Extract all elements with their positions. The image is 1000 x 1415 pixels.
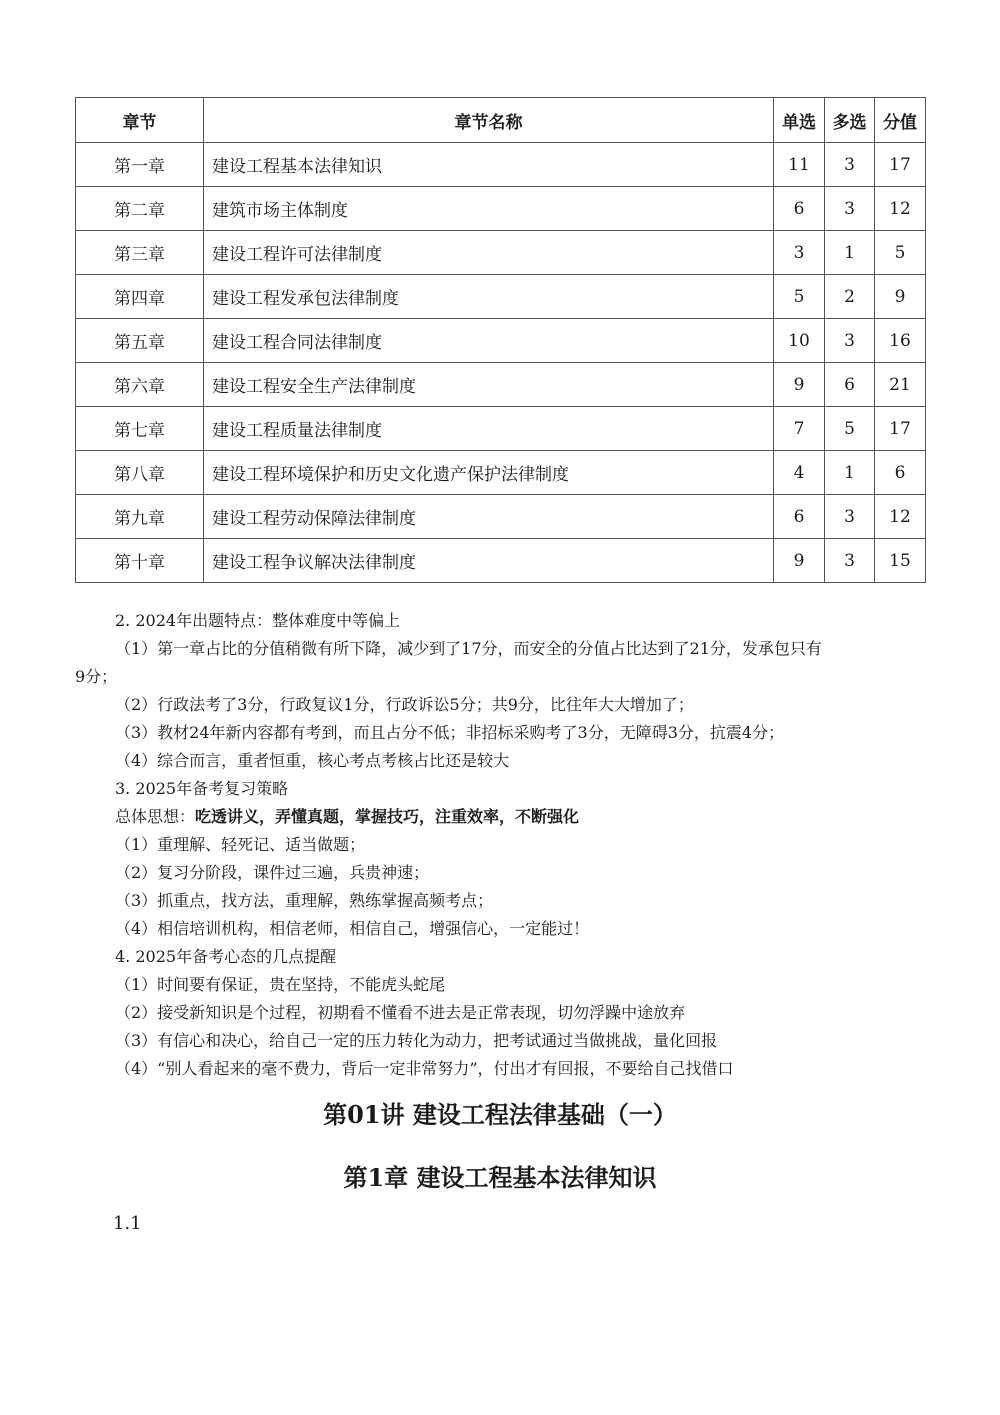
section4-heading: 4. 2025年备考心态的几点提醒	[115, 947, 337, 966]
cell-multi: 3	[825, 187, 875, 231]
cell-single: 4	[774, 451, 825, 495]
cell-multi: 1	[825, 231, 875, 275]
header-chapter: 章节	[76, 98, 204, 143]
cell-chapter: 第二章	[76, 187, 204, 231]
section3-point1: （1）重理解、轻死记、适当做题；	[115, 835, 366, 854]
section2-point2: （2）行政法考了3分，行政复议1分，行政诉讼5分；共9分，比往年大大增加了；	[115, 695, 694, 714]
section3-point3: （3）抓重点，找方法，重理解，熟练掌握高频考点；	[115, 891, 494, 910]
cell-chapter-name: 建筑市场主体制度	[204, 187, 774, 231]
cell-chapter: 第九章	[76, 495, 204, 539]
cell-single: 10	[774, 319, 825, 363]
table-row	[76, 143, 926, 187]
cell-score: 17	[875, 143, 926, 187]
section4-point1: （1）时间要有保证，贵在坚持，不能虎头蛇尾	[115, 975, 446, 994]
cell-score: 5	[875, 231, 926, 275]
chapter-score-table	[75, 97, 926, 583]
table-header-row	[76, 98, 926, 143]
cell-multi: 5	[825, 407, 875, 451]
cell-score: 9	[875, 275, 926, 319]
cell-single: 11	[774, 143, 825, 187]
cell-chapter: 第八章	[76, 451, 204, 495]
header-score: 分值	[875, 98, 926, 143]
header-chapter-name: 章节名称	[204, 98, 774, 143]
section2-point3: （3）教材24年新内容都有考到，而且占分不低；非招标采购考了3分，无障碍3分，抗震4分；	[115, 723, 785, 742]
cell-single: 6	[774, 495, 825, 539]
header-multi-choice: 多选	[825, 98, 875, 143]
cell-chapter-name: 建设工程环境保护和历史文化遗产保护法律制度	[204, 451, 774, 495]
table-row	[76, 539, 926, 583]
section4-point4: （4）“别人看起来的毫不费力，背后一定非常努力”，付出才有回报，不要给自己找借口	[115, 1059, 734, 1078]
header-single-choice: 单选	[774, 98, 825, 143]
cell-multi: 3	[825, 319, 875, 363]
cell-score: 12	[875, 495, 926, 539]
cell-chapter-name: 建设工程质量法律制度	[204, 407, 774, 451]
section4-point3: （3）有信心和决心，给自己一定的压力转化为动力，把考试通过当做挑战，量化回报	[115, 1031, 718, 1050]
section3-heading: 3. 2025年备考复习策略	[115, 779, 289, 798]
summary-label: 总体思想：	[115, 807, 196, 826]
cell-score: 17	[875, 407, 926, 451]
cell-chapter: 第五章	[76, 319, 204, 363]
cell-score: 12	[875, 187, 926, 231]
cell-multi: 3	[825, 539, 875, 583]
cell-multi: 3	[825, 143, 875, 187]
cell-chapter-name: 建设工程争议解决法律制度	[204, 539, 774, 583]
table-row	[76, 187, 926, 231]
cell-multi: 2	[825, 275, 875, 319]
cell-chapter-name: 建设工程发承包法律制度	[204, 275, 774, 319]
cell-chapter: 第七章	[76, 407, 204, 451]
table-row	[76, 231, 926, 275]
cell-multi: 1	[825, 451, 875, 495]
cell-chapter: 第一章	[76, 143, 204, 187]
lecture-title: 第01讲 建设工程法律基础（一）	[323, 1100, 677, 1129]
table-row	[76, 495, 926, 539]
cell-chapter-name: 建设工程基本法律知识	[204, 143, 774, 187]
section4-point2: （2）接受新知识是个过程，初期看不懂看不进去是正常表现，切勿浮躁中途放弃	[115, 1003, 686, 1022]
section2-point1-continued: 9分；	[75, 667, 118, 686]
body-text	[75, 607, 935, 1083]
cell-chapter: 第六章	[76, 363, 204, 407]
chapter-title: 第1章 建设工程基本法律知识	[343, 1163, 657, 1192]
cell-single: 6	[774, 187, 825, 231]
cell-chapter-name: 建设工程安全生产法律制度	[204, 363, 774, 407]
section-number: 1.1	[113, 1213, 142, 1234]
cell-single: 7	[774, 407, 825, 451]
cell-chapter-name: 建设工程劳动保障法律制度	[204, 495, 774, 539]
section2-point4: （4）综合而言，重者恒重，核心考点考核占比还是较大	[115, 751, 510, 770]
cell-multi: 3	[825, 495, 875, 539]
table-row	[76, 451, 926, 495]
cell-score: 6	[875, 451, 926, 495]
cell-chapter: 第四章	[76, 275, 204, 319]
table-row	[76, 363, 926, 407]
cell-score: 21	[875, 363, 926, 407]
cell-single: 3	[774, 231, 825, 275]
cell-single: 5	[774, 275, 825, 319]
cell-score: 16	[875, 319, 926, 363]
section3-point4: （4）相信培训机构，相信老师，相信自己，增强信心，一定能过！	[115, 919, 590, 938]
cell-chapter-name: 建设工程合同法律制度	[204, 319, 774, 363]
table-row	[76, 275, 926, 319]
section2-point1: （1）第一章占比的分值稍微有所下降，减少到了17分，而安全的分值占比达到了21分，发承包只有	[115, 639, 822, 658]
cell-chapter: 第十章	[76, 539, 204, 583]
summary-emphasis: 吃透讲义，弄懂真题，掌握技巧，注重效率，不断强化	[195, 807, 580, 826]
cell-single: 9	[774, 363, 825, 407]
section2-heading: 2. 2024年出题特点：整体难度中等偏上	[115, 611, 401, 630]
table-row	[76, 319, 926, 363]
cell-score: 15	[875, 539, 926, 583]
cell-single: 9	[774, 539, 825, 583]
table-row	[76, 407, 926, 451]
cell-chapter: 第三章	[76, 231, 204, 275]
section3-point2: （2）复习分阶段，课件过三遍，兵贵神速；	[115, 863, 430, 882]
cell-multi: 6	[825, 363, 875, 407]
cell-chapter-name: 建设工程许可法律制度	[204, 231, 774, 275]
section3-summary	[75, 803, 935, 831]
